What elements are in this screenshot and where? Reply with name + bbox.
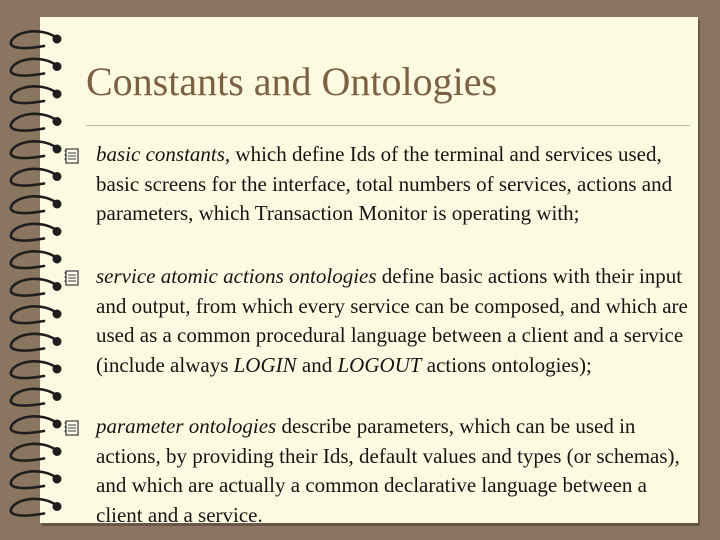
bullet-emphasis: LOGIN	[233, 352, 297, 377]
bullet-segment: and	[296, 352, 338, 377]
slide-title: Constants and Ontologies	[86, 59, 498, 104]
notepad-bullet-icon	[63, 419, 81, 437]
bullet-segment: define basic actions with their input and output, from which every service can be composed, and which are used as a common procedural language between a client and a service (include always	[96, 264, 688, 377]
notepad-bullet-icon	[63, 147, 81, 165]
bullet-emphasis: parameter ontologies	[96, 414, 277, 438]
bullet-emphasis: LOGOUT	[337, 352, 422, 377]
bullet-segment: , which define Ids of the terminal and services used, basic screens for the interface, total numbers of services, actions and parameters, which Transaction Monitor is operating with;	[96, 142, 673, 226]
bullet-segment: actions ontologies);	[421, 352, 592, 377]
bullet-emphasis: service atomic actions ontologies	[96, 264, 377, 288]
bullet-emphasis: basic constants	[96, 142, 225, 166]
bullet-text	[96, 140, 696, 229]
notepad-bullet-icon	[63, 269, 81, 287]
bullet-text	[96, 262, 696, 380]
bullet-text	[96, 412, 696, 530]
bullet-segment: describe parameters, which can be used in actions, by providing their Ids, default values and types (or schemas), and which are actually a common declarative language between a client and a service.	[96, 414, 680, 527]
